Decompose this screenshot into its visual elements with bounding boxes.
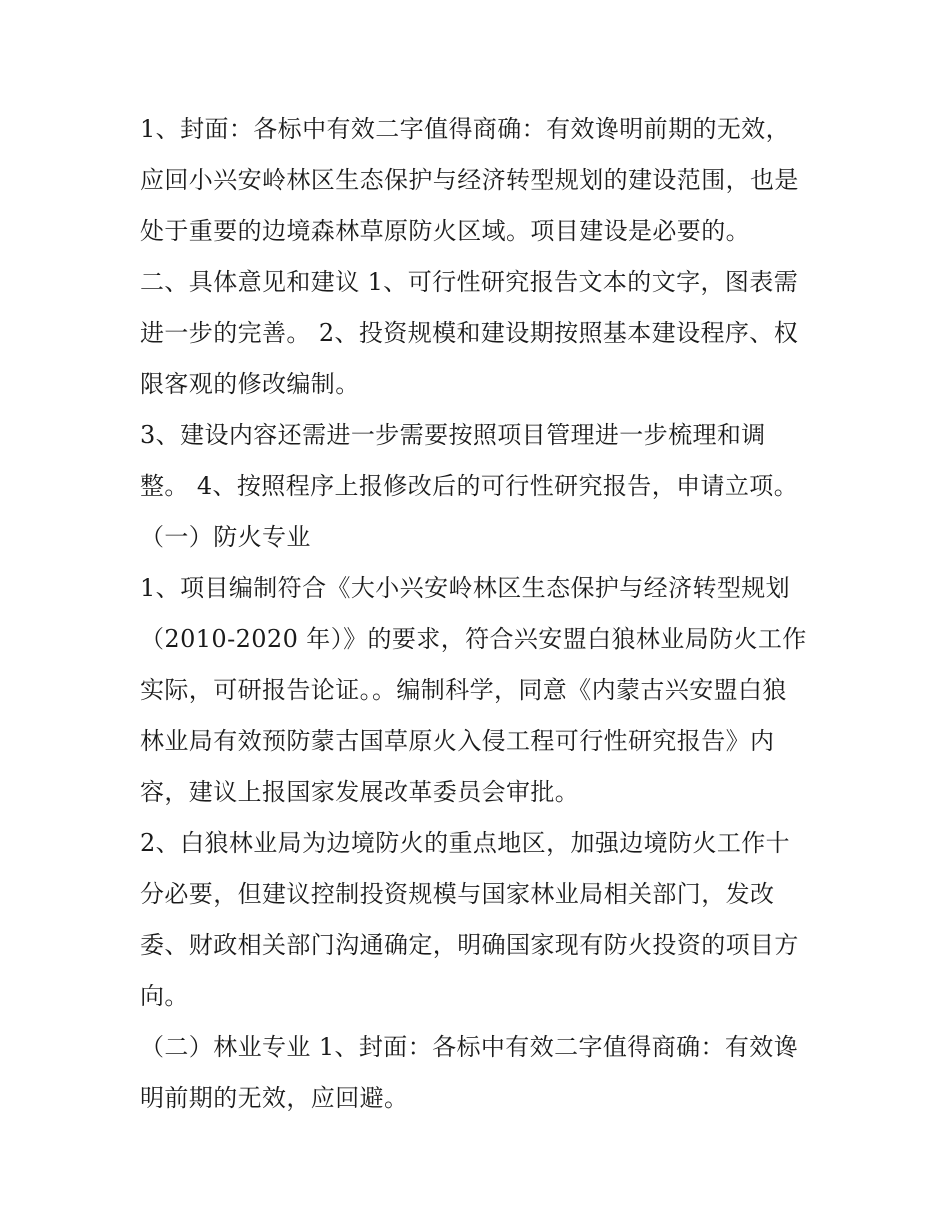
- text-line: 应回小兴安岭林区生态保护与经济转型规划的建设范围，也是: [140, 166, 799, 194]
- text-line: 林业局有效预防蒙古国草原火入侵工程可行性研究报告》内: [140, 727, 775, 755]
- text-line: 向。: [140, 982, 189, 1010]
- text-line: 二、具体意见和建议 1、可行性研究报告文本的文字，图表需: [140, 268, 799, 296]
- text-line: 明前期的无效，应回避。: [140, 1084, 409, 1112]
- text-line: （2010-2020 年）》的要求，符合兴安盟白狼林业局防火工作: [140, 625, 807, 653]
- text-line: 整。 4、按照程序上报修改后的可行性研究报告，申请立项。: [140, 472, 799, 500]
- text-line: 进一步的完善。 2、投资规模和建设期按照基本建设程序、权: [140, 319, 799, 347]
- text-line: 分必要，但建议控制投资规模与国家林业局相关部门，发改: [140, 880, 775, 908]
- text-line: 3、建设内容还需进一步需要按照项目管理进一步梳理和调: [140, 421, 766, 449]
- document-body: [140, 104, 820, 1124]
- section-heading: （一）防火专业: [140, 523, 311, 551]
- text-line: 委、财政相关部门沟通确定，明确国家现有防火投资的项目方: [140, 931, 799, 959]
- text-line: 1、项目编制符合《大小兴安岭林区生态保护与经济转型规划: [140, 574, 791, 602]
- text-line: 处于重要的边境森林草原防火区域。项目建设是必要的。: [140, 217, 750, 245]
- text-line: 2、白狼林业局为边境防火的重点地区，加强边境防火工作十: [140, 829, 791, 857]
- text-line: （二）林业专业 1、封面：各标中有效二字值得商确：有效谗: [140, 1033, 799, 1061]
- text-line: 容，建议上报国家发展改革委员会审批。: [140, 778, 580, 806]
- text-line: 1、封面：各标中有效二字值得商确：有效谗明前期的无效，: [140, 115, 791, 143]
- text-line: 限客观的修改编制。: [140, 370, 360, 398]
- text-line: 实际，可研报告论证。。编制科学，同意《内蒙古兴安盟白狼: [140, 676, 787, 704]
